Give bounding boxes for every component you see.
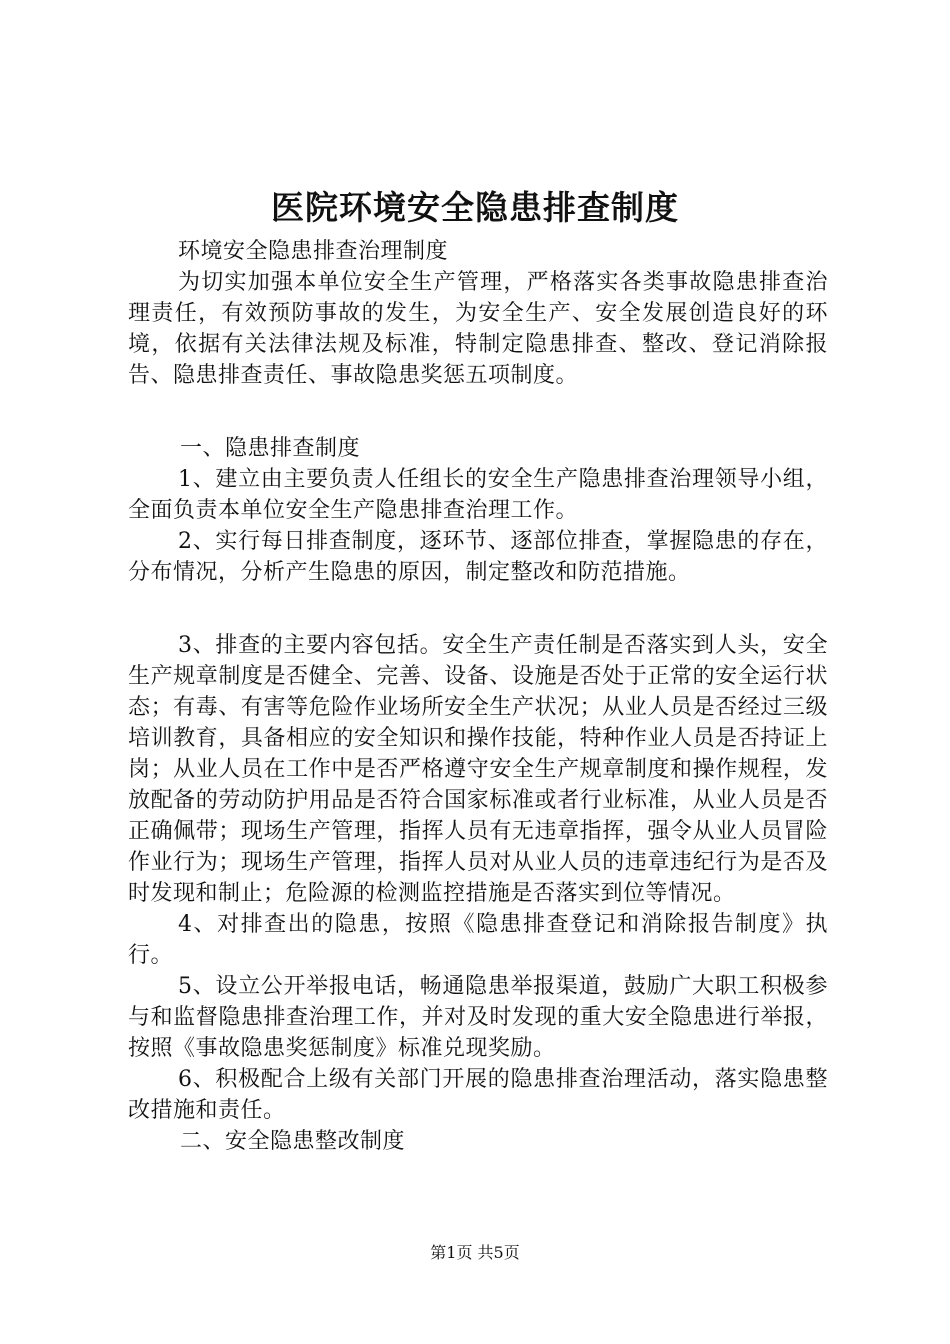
document-title: 医院环境安全隐患排查制度 [271,188,679,227]
list-item-5: 5、设立公开举报电话，畅通隐患举报渠道，鼓励广大职工积极参与和监督隐患排查治理工作，并对及时发现的重大安全隐患进行举报，按照《事故隐患奖惩制度》标准兑现奖励。 [128,974,828,1061]
list-item-6: 6、积极配合上级有关部门开展的隐患排查治理活动，落实隐患整改措施和责任。 [128,1067,828,1123]
list-item-2: 2、实行每日排查制度，逐环节、逐部位排查，掌握隐患的存在，分布情况，分析产生隐患的原因，制定整改和防范措施。 [128,529,828,585]
section-heading-2: 二、安全隐患整改制度 [180,1129,406,1154]
page-number-footer: 第1页 共5页 [430,1243,520,1262]
intro-paragraph: 为切实加强本单位安全生产管理，严格落实各类事故隐患排查治理责任，有效预防事故的发生，为安全生产、安全发展创造良好的环境，依据有关法律法规及标准，特制定隐患排查、整改、登记消除报告、隐患排查责任、事故隐患奖惩五项制度。 [128,270,828,388]
list-item-3: 3、排查的主要内容包括。安全生产责任制是否落实到人头，安全生产规章制度是否健全、完善、设备、设施是否处于正常的安全运行状态；有毒、有害等危险作业场所安全生产状况；从业人员是否经过三级培训教育，具备相应的安全知识和操作技能，特种作业人员是否持证上岗；从业人员在工作中是否严格遵守安全生产规章制度和操作规程，发放配备的劳动防护用品是否符合国家标准或者行业标准，从业人员是否正确佩带；现场生产管理，指挥人员有无违章指挥，强令从业人员冒险作业行为；现场生产管理，指挥人员对从业人员的违章违纪行为是否及时发现和制止；危险源的检测监控措施是否落实到位等情况。 [128,633,828,906]
subtitle-paragraph: 环境安全隐患排查治理制度 [178,239,449,264]
list-item-4: 4、对排查出的隐患，按照《隐患排查登记和消除报告制度》执行。 [128,912,828,968]
section-heading-1: 一、隐患排查制度 [180,436,361,461]
document-body [128,236,828,1157]
list-item-1: 1、建立由主要负责人任组长的安全生产隐患排查治理领导小组，全面负责本单位安全生产隐患排查治理工作。 [128,467,828,523]
